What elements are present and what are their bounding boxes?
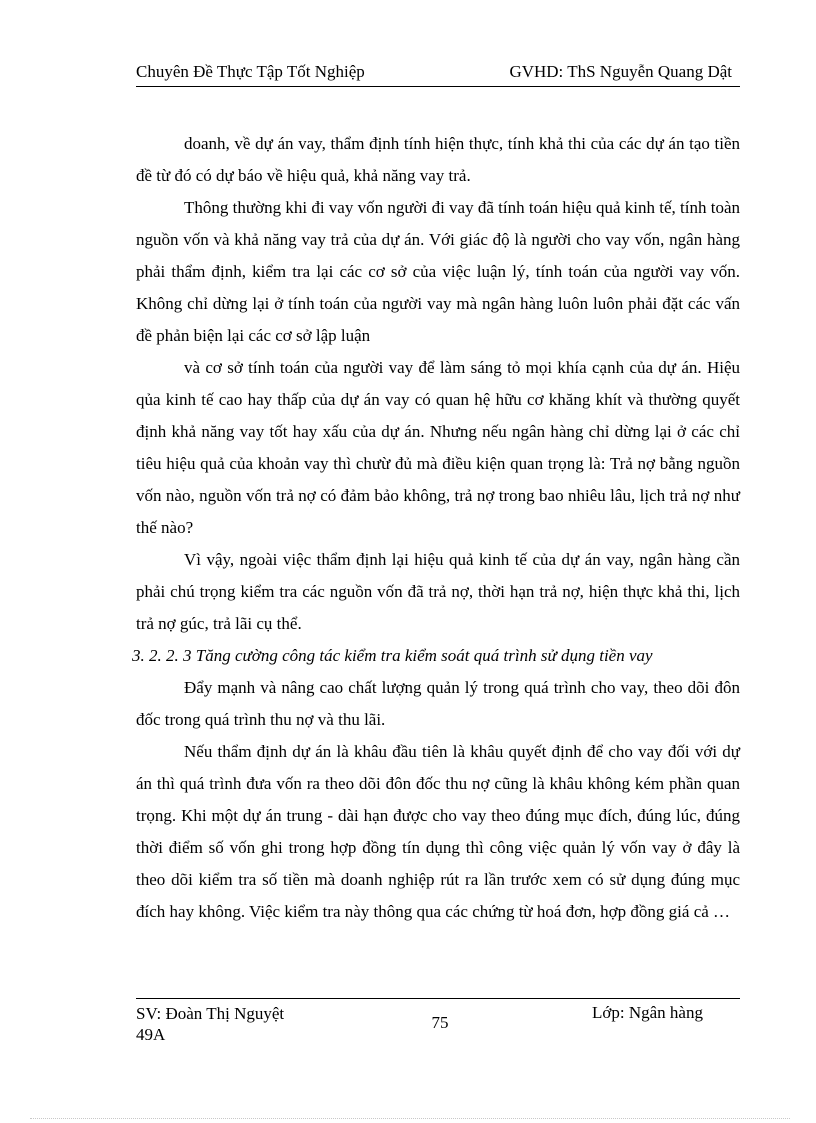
section-subheading: 3. 2. 2. 3 Tăng cường công tác kiểm tra kiểm soát quá trình sử dụng tiền vay bbox=[132, 646, 653, 665]
paragraph: Nếu thẩm định dự án là khâu đầu tiên là khâu quyết định để cho vay đối với dự án thì quá trình đưa vốn ra theo dõi đôn đốc thu nợ cũng là khâu không kém phần quan trọng. Khi một dự án trung - dài hạn được cho vay theo đúng mục đích, đúng lúc, đúng thời điểm số vốn ghi trong hợp đồng tín dụng thì công việc quản lý vốn vay ở đây là theo dõi kiểm tra số tiền mà doanh nghiệp rút ra lần trước xem có sử dụng đúng mục đích hay không. Việc kiểm tra này thông qua các chứng từ hoá đơn, hợp đồng giá cả … bbox=[136, 742, 740, 921]
page-number: 75 bbox=[431, 1013, 449, 1032]
page-header bbox=[136, 60, 740, 87]
footer-student bbox=[136, 1003, 336, 1045]
paragraph: Đẩy mạnh và nâng cao chất lượng quản lý trong quá trình cho vay, theo dõi đôn đốc trong quá trình thu nợ và thu lãi. bbox=[136, 678, 740, 729]
paragraph: Vì vậy, ngoài việc thẩm định lại hiệu quả kinh tế của dự án vay, ngân hàng cần phải chú trọng kiểm tra các nguồn vốn đã trả nợ, thời hạn trả nợ, hiện thực khả thi, lịch trả nợ gúc, trả lãi cụ thể. bbox=[136, 550, 740, 633]
paragraph: và cơ sở tính toán của người vay để làm sáng tỏ mọi khía cạnh của dự án. Hiệu qủa kinh tế cao hay thấp của dự án vay có quan hệ hữu cơ khăng khít và thường quyết định khả năng vay tốt hay xấu của dự án. Nhưng nếu ngân hàng chỉ dừng lại ở các chỉ tiêu hiệu quả của khoản vay thì chưừ đủ mà điều kiện quan trọng là: Trả nợ bằng nguồn vốn nào, nguồn vốn trả nợ có đảm bảo không, trả nợ trong bao nhiêu lâu, lịch trả nợ như thế nào? bbox=[136, 358, 740, 537]
footer-student-class-code: 49A bbox=[136, 1025, 166, 1044]
footer-divider bbox=[136, 998, 740, 999]
footer-class: Lớp: Ngân hàng bbox=[592, 1003, 703, 1022]
paragraph: Thông thường khi đi vay vốn người đi vay đã tính toán hiệu quả kinh tế, tính toàn nguồn vốn và khả năng vay trả của dự án. Với giác độ là người cho vay vốn, ngân hàng phải thẩm định, kiểm tra lại các cơ sở của việc luận lý, tính toán của người vay vốn. Không chỉ dừng lại ở tính toán của người vay mà ngân hàng luôn luôn phải đặt các vấn đề phản biện lại các cơ sở lập luận bbox=[136, 198, 740, 345]
page-bottom-border bbox=[30, 1118, 790, 1119]
header-right-advisor: GVHD: ThS Nguyễn Quang Dật bbox=[509, 62, 732, 81]
header-left-title: Chuyên Đề Thực Tập Tốt Nghiệp bbox=[136, 62, 365, 81]
paragraph: doanh, về dự án vay, thẩm định tính hiện thực, tính khả thi của các dự án tạo tiền đề từ đó có dự báo về hiệu quả, khả năng vay trả. bbox=[136, 134, 740, 185]
document-body bbox=[132, 128, 740, 928]
footer-student-name: SV: Đoàn Thị Nguyệt bbox=[136, 1004, 285, 1023]
